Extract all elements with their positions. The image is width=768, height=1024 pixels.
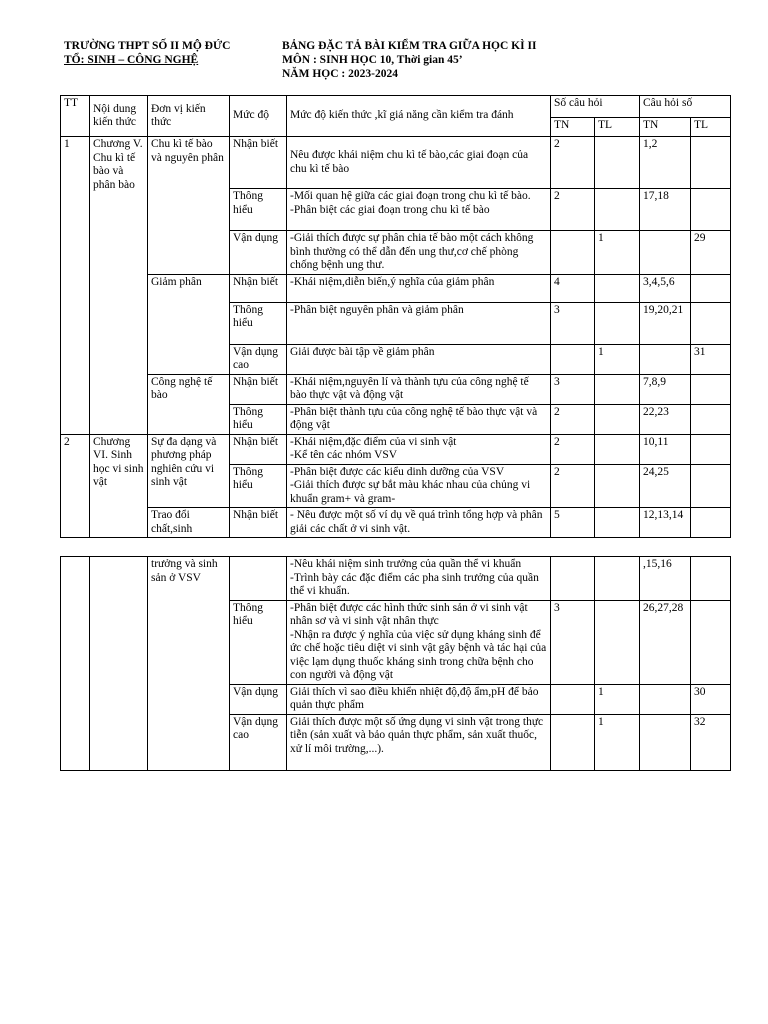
- cell-level: Nhận biết: [230, 137, 287, 189]
- cell-desc: -Khái niệm,nguyên lí và thành tựu của công nghệ tế bào thực vật và động vật: [287, 374, 551, 404]
- cell-desc: -Phân biệt nguyên phân và giảm phân: [287, 302, 551, 344]
- cell-count-tn: 5: [551, 508, 595, 538]
- cell-qno-tl: 29: [691, 231, 731, 275]
- cell-count-tn: [551, 684, 595, 714]
- header-question-no: Câu hỏi số: [640, 96, 731, 118]
- cell-count-tl: [595, 374, 640, 404]
- cell-count-tl: [595, 464, 640, 508]
- cell-count-tl: 1: [595, 344, 640, 374]
- cell-desc: Nêu được khái niệm chu kì tế bào,các giai đoạn của chu kì tế bào: [287, 137, 551, 189]
- table-row: [61, 557, 731, 601]
- cell-tt: 1: [61, 137, 90, 435]
- cell-unit: Chu kì tế bào và nguyên phân: [148, 137, 230, 275]
- cell-desc: Giải thích được một số ứng dụng vi sinh vật trong thực tiễn (sản xuất và bảo quản thực phẩm, sản xuất thuốc, xử lí môi trường,...).: [287, 714, 551, 770]
- cell-qno-tn: [640, 231, 691, 275]
- cell-qno-tn: ,15,16: [640, 557, 691, 601]
- spec-table-page1: [60, 95, 731, 538]
- cell-qno-tn: 22,23: [640, 404, 691, 434]
- cell-desc: -Phân biệt được các kiểu dinh dưỡng của VSV -Giải thích được sự bắt màu khác nhau của chủng vi khuẩn gram+ và gram-: [287, 464, 551, 508]
- cell-level: Thông hiểu: [230, 464, 287, 508]
- cell-level: Vận dụng cao: [230, 344, 287, 374]
- cell-unit: trưởng và sinh sản ở VSV: [148, 557, 230, 771]
- cell-level: Thông hiểu: [230, 404, 287, 434]
- cell-content: Chương V. Chu kì tế bào và phân bào: [90, 137, 148, 435]
- cell-qno-tl: [691, 464, 731, 508]
- header-count-tn: TN: [551, 118, 595, 137]
- header-qno-tl: TL: [691, 118, 731, 137]
- cell-qno-tl: [691, 434, 731, 464]
- cell-level: Vận dụng cao: [230, 714, 287, 770]
- cell-count-tn: 4: [551, 274, 595, 302]
- cell-qno-tn: 12,13,14: [640, 508, 691, 538]
- cell-count-tn: [551, 344, 595, 374]
- cell-count-tl: [595, 557, 640, 601]
- cell-desc: Giải được bài tập về giảm phân: [287, 344, 551, 374]
- cell-qno-tl: [691, 274, 731, 302]
- header-tt: TT: [61, 96, 90, 137]
- cell-count-tl: [595, 274, 640, 302]
- table-row: [61, 374, 731, 404]
- cell-count-tl: [595, 434, 640, 464]
- cell-unit: Công nghệ tế bào: [148, 374, 230, 434]
- cell-count-tn: 3: [551, 374, 595, 404]
- cell-tt: 2: [61, 434, 90, 538]
- cell-count-tn: 2: [551, 137, 595, 189]
- cell-count-tn: 3: [551, 302, 595, 344]
- cell-count-tl: [595, 404, 640, 434]
- cell-level: Vận dụng: [230, 231, 287, 275]
- header-qno-tn: TN: [640, 118, 691, 137]
- cell-count-tl: 1: [595, 231, 640, 275]
- cell-count-tn: 3: [551, 600, 595, 684]
- department-name: TỔ: SINH – CÔNG NGHỆ: [64, 54, 199, 66]
- cell-qno-tn: 24,25: [640, 464, 691, 508]
- cell-level: Nhận biết: [230, 374, 287, 404]
- header-level: Mức độ: [230, 96, 287, 137]
- cell-qno-tn: [640, 344, 691, 374]
- cell-desc: -Giải thích được sự phân chia tế bào một cách không bình thường có thể dẫn đến ung thư,cơ chế phòng chống bệnh ung thư.: [287, 231, 551, 275]
- cell-qno-tl: 30: [691, 684, 731, 714]
- cell-count-tn: [551, 557, 595, 601]
- header-unit: Đơn vị kiến thức: [148, 96, 230, 137]
- cell-count-tl: [595, 600, 640, 684]
- cell-level: Thông hiểu: [230, 600, 287, 684]
- cell-count-tl: [595, 189, 640, 231]
- cell-qno-tn: 19,20,21: [640, 302, 691, 344]
- cell-level: Thông hiểu: [230, 189, 287, 231]
- cell-content: [90, 557, 148, 771]
- school-name: TRƯỜNG THPT SỐ II MỘ ĐỨC: [64, 40, 231, 52]
- header-right: [282, 39, 536, 81]
- cell-desc: -Khái niệm,diễn biến,ý nghĩa của giảm phân: [287, 274, 551, 302]
- cell-count-tn: 2: [551, 434, 595, 464]
- header-desc: Mức độ kiến thức ,kĩ giá năng cần kiểm tra đánh: [287, 96, 551, 137]
- table-row: [61, 434, 731, 464]
- cell-level: Nhận biết: [230, 434, 287, 464]
- cell-count-tl: [595, 137, 640, 189]
- cell-level: Nhận biết: [230, 508, 287, 538]
- table-row: [61, 508, 731, 538]
- cell-unit: Trao đổi chất,sinh: [148, 508, 230, 538]
- cell-count-tn: 2: [551, 189, 595, 231]
- cell-qno-tl: [691, 189, 731, 231]
- cell-qno-tn: 17,18: [640, 189, 691, 231]
- cell-qno-tl: [691, 137, 731, 189]
- cell-qno-tl: [691, 600, 731, 684]
- cell-qno-tl: 32: [691, 714, 731, 770]
- cell-count-tl: [595, 302, 640, 344]
- header-left: [64, 39, 230, 67]
- cell-desc: -Mối quan hệ giữa các giai đoạn trong chu kì tế bào. -Phân biệt các giai đoạn trong chu kì tế bào: [287, 189, 551, 231]
- cell-tt: [61, 557, 90, 771]
- cell-level: Vận dụng: [230, 684, 287, 714]
- cell-count-tn: 2: [551, 464, 595, 508]
- cell-level: [230, 557, 287, 601]
- cell-desc: -Nêu khái niệm sinh trưởng của quần thể vi khuẩn -Trình bày các đặc điểm các pha sinh trưởng của quần thể vi khuẩn.: [287, 557, 551, 601]
- cell-qno-tn: [640, 684, 691, 714]
- cell-desc: -Phân biệt được các hình thức sinh sản ở vi sinh vật nhân sơ và vi sinh vật nhân thực -Nhận ra được ý nghĩa của việc sử dụng kháng sinh để ức chế hoặc tiêu diệt vi sinh vật gây bệnh và tác hại của việc lạm dụng thuốc kháng sinh trong chữa bệnh cho con người và động vật: [287, 600, 551, 684]
- cell-count-tn: 2: [551, 404, 595, 434]
- table-row: [61, 137, 731, 189]
- cell-qno-tn: 26,27,28: [640, 600, 691, 684]
- cell-count-tn: [551, 714, 595, 770]
- cell-qno-tn: 10,11: [640, 434, 691, 464]
- subject-line: MÔN : SINH HỌC 10, Thời gian 45’: [282, 54, 463, 66]
- cell-level: Nhận biết: [230, 274, 287, 302]
- header-count: Số câu hỏi: [551, 96, 640, 118]
- school-year: NĂM HỌC : 2023-2024: [282, 68, 398, 80]
- cell-count-tl: 1: [595, 714, 640, 770]
- cell-unit: Sự đa dạng và phương pháp nghiên cứu vi sinh vật: [148, 434, 230, 508]
- cell-qno-tn: 1,2: [640, 137, 691, 189]
- cell-qno-tn: 3,4,5,6: [640, 274, 691, 302]
- header-count-tl: TL: [595, 118, 640, 137]
- cell-qno-tn: 7,8,9: [640, 374, 691, 404]
- cell-desc: - Nêu được một số ví dụ về quá trình tổng hợp và phân giải các chất ở vi sinh vật.: [287, 508, 551, 538]
- cell-qno-tl: [691, 557, 731, 601]
- cell-qno-tl: 31: [691, 344, 731, 374]
- cell-count-tn: [551, 231, 595, 275]
- cell-desc: -Phân biệt thành tựu của công nghệ tế bào thực vật và động vật: [287, 404, 551, 434]
- cell-qno-tl: [691, 374, 731, 404]
- cell-content: Chương VI. Sinh học vi sinh vật: [90, 434, 148, 538]
- cell-qno-tl: [691, 302, 731, 344]
- cell-unit: Giảm phân: [148, 274, 230, 374]
- cell-qno-tn: [640, 714, 691, 770]
- spec-table-page2: [60, 556, 731, 771]
- table-row: [61, 274, 731, 302]
- cell-desc: -Khái niệm,đặc điểm của vi sinh vật -Kể tên các nhóm VSV: [287, 434, 551, 464]
- cell-count-tl: [595, 508, 640, 538]
- cell-qno-tl: [691, 508, 731, 538]
- cell-level: Thông hiểu: [230, 302, 287, 344]
- cell-count-tl: 1: [595, 684, 640, 714]
- header-content: Nội dung kiến thức: [90, 96, 148, 137]
- cell-qno-tl: [691, 404, 731, 434]
- cell-desc: Giải thích vì sao điều khiển nhiệt độ,độ ẩm,pH để bảo quản thực phẩm: [287, 684, 551, 714]
- document-title: BẢNG ĐẶC TẢ BÀI KIỂM TRA GIỮA HỌC KÌ II: [282, 40, 537, 52]
